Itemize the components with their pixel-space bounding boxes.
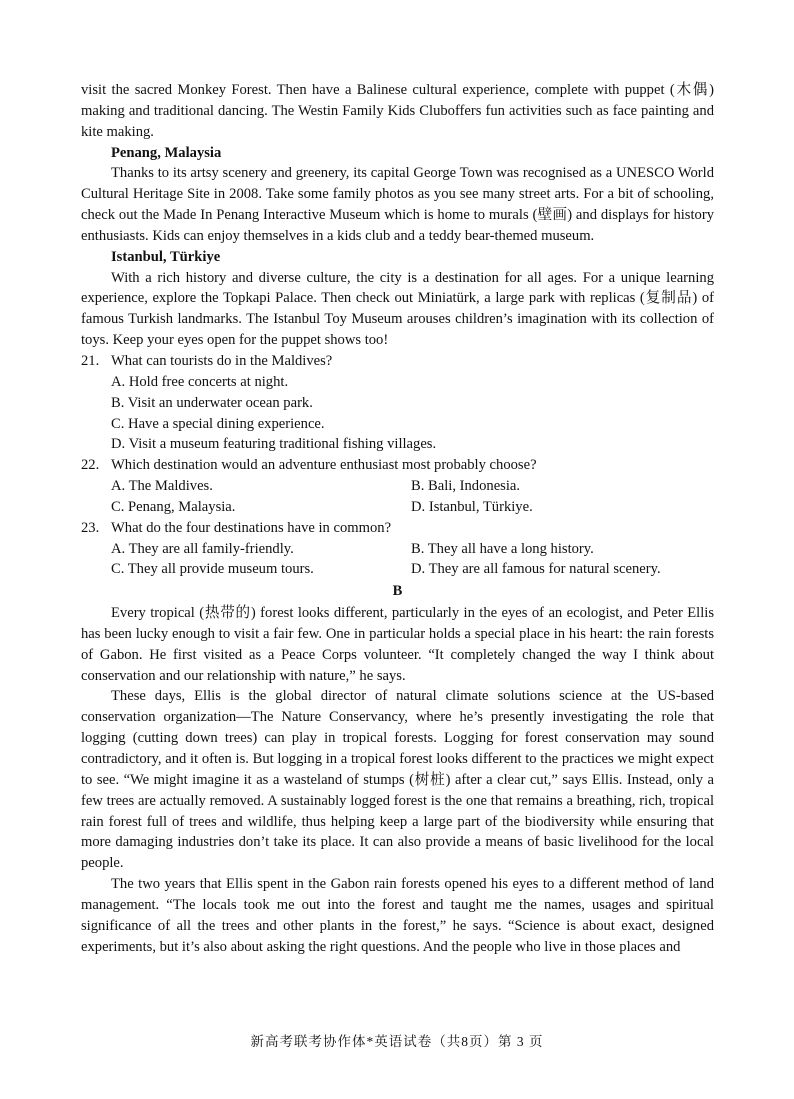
option-23-a: A. They are all family-friendly. [111,540,294,557]
option-21-d: D. Visit a museum featuring traditional fishing villages. [111,436,437,453]
option-21-b: B. Visit an underwater ocean park. [111,394,313,411]
option-23-c: C. They all provide museum tours. [111,561,314,578]
option-row-22-ab [81,476,714,497]
question-23 [81,518,714,539]
passage-b-paragraph-3: The two years that Ellis spent in the Gabon rain forests opened his eyes to a different method of land management. “The locals took me out into the forest and taught me the names, usages and spiritual significance of all the trees and other plants in the forest,” he says. “Science is about exact, designed experiments, but it’s also about asking the right questions. And the people who live in those places and [81,876,714,955]
option-22-c: C. Penang, Malaysia. [111,498,236,515]
page-content [81,80,714,957]
penang-paragraph: Thanks to its artsy scenery and greenery, its capital George Town was recognised as a UNESCO World Cultural Heritage Site in 2008. Take some family photos as you see many street arts. For a bit of schooling, check out the Made In Penang Interactive Museum which is home to murals (壁画) and displays for history enthusiasts. Kids can enjoy themselves in a kids club and a teddy bear-themed museum. [81,165,714,244]
option-21-c: C. Have a special dining experience. [111,415,325,432]
question-number: 22. [81,457,100,474]
passage-a-bali-end: visit the sacred Monkey Forest. Then have a Balinese cultural experience, complete with puppet (木偶) making and traditional dancing. The Westin Family Kids Cluboffers fun activities such as face painting and kite making. [81,82,714,140]
question-number: 23. [81,519,100,536]
option-23-b: B. They all have a long history. [411,540,594,557]
question-stem: What can tourists do in the Maldives? [111,352,333,369]
question-22 [81,455,714,476]
option-23-d: D. They are all famous for natural scenery. [411,561,661,578]
passage-b-paragraph-2: These days, Ellis is the global director of natural climate solutions science at the US-based conservation organization—The Nature Conservancy, where he’s presently investigating the role that logging (cutting down trees) can play in tropical forests. Logging for forest conservation may sound contradictory, and it often is. But logging in a tropical forest looks different to the practices we might expect to see. “We might imagine it as a wasteland of stumps (树桩) after a clear cut,” says Ellis. Instead, only a few trees are actually removed. A sustainably logged forest is the one that remains a breathing, rich, tropical rain forest full of trees and wildlife, thus helping keep a large part of the biodiversity while ensuring that more damaging industries don’t take its place. It can also provide a means of basic livelihood for the local people. [81,688,714,872]
penang-heading: Penang, Malaysia [111,144,222,161]
question-21 [81,351,714,372]
option-22-d: D. Istanbul, Türkiye. [411,498,533,515]
section-b-label: B [392,583,403,600]
option-row-23-cd [81,559,714,580]
question-stem: What do the four destinations have in common? [111,519,392,536]
option-row-22-cd [81,497,714,518]
option-21-a: A. Hold free concerts at night. [111,373,289,390]
option-row-23-ab [81,539,714,560]
question-stem: Which destination would an adventure enthusiast most probably choose? [111,457,537,474]
option-22-a: A. The Maldives. [111,478,213,495]
istanbul-heading: Istanbul, Türkiye [111,248,221,265]
passage-b-paragraph-1: Every tropical (热带的) forest looks different, particularly in the eyes of an ecologist, and Peter Ellis has been lucky enough to visit a fair few. One in particular holds a special place in his heart: the rain forests of Gabon. He first visited as a Peace Corps volunteer. “It completely changed the way I think about conservation and our relationship with nature,” he says. [81,605,714,684]
page-footer: 新高考联考协作体*英语试卷（共8页）第 3 页 [250,1034,544,1049]
istanbul-paragraph: With a rich history and diverse culture, the city is a destination for all ages. For a unique learning experience, explore the Topkapi Palace. Then check out Miniatürk, a large park with replicas (复制品) of famous Turkish landmarks. The Istanbul Toy Museum arouses children’s imagination with its collection of toys. Keep your eyes open for the puppet shows too! [81,269,714,349]
option-22-b: B. Bali, Indonesia. [411,478,521,495]
question-number: 21. [81,352,100,369]
